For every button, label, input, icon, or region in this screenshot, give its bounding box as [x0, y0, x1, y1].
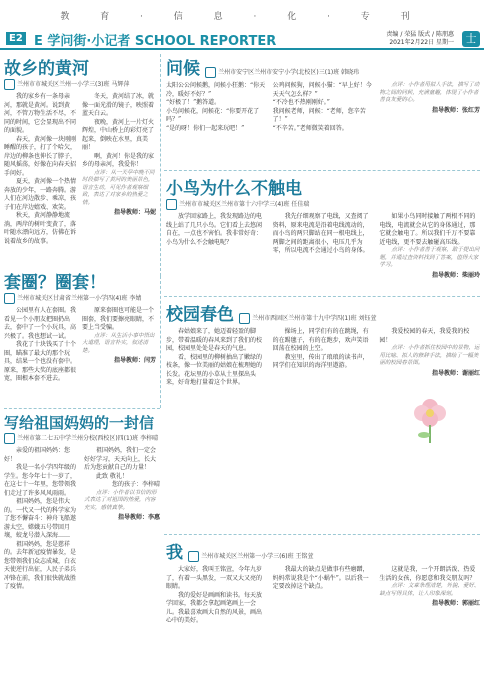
masthead: [0, 30, 484, 50]
article-bird-electricity: [166, 174, 480, 294]
article-column: [273, 328, 374, 445]
paper-logo: 士: [462, 31, 480, 47]
article-body: [4, 307, 156, 384]
paragraph: 冬天，黄河结了冰，就像一面光滑的镜子，映照着蓝天白云。: [82, 93, 155, 117]
article-column: [379, 328, 480, 445]
pencil-icon: [4, 433, 15, 444]
paragraph: 祖国妈妈，您是慈祥的。去年新冠疫情暴发，是您带领我们众志成城，白衣天使逆行出征，人民子弟兵冲锋在前，我们很快就战胜了疫情。: [4, 540, 77, 590]
poem-line: 太阳公公问候鹅，问候小狂鹅：“你天冷，暖好不好？”: [166, 82, 266, 98]
article-byline: [205, 69, 359, 76]
article-column: [166, 328, 267, 445]
teacher-comment: 点评：小作者善于观察，敢于提出问题，并通过查资料找到了答案，值得大家学习。: [379, 247, 480, 268]
poem-line: 公鸡问候狗，问候小猫：“早上好！今天天气怎么样？”: [272, 82, 372, 98]
paragraph: 看，校园里的柳树抽出了嫩绿的枝条，像一位美丽的姑娘在梳理她的长发。花坛里的小草从土里探出头来，好奇地打量着这个世界。: [166, 353, 263, 386]
paragraph: 这就是我，一个开朗活泼、热爱生活的女孩，你愿意和我交朋友吗？: [379, 566, 476, 582]
pencil-icon: [205, 67, 216, 78]
paragraph: 公园里有人在套圈。我看见一个小朋友把圈扔出去，套中了一个小玩具，高兴极了。我也想试一试。: [4, 307, 77, 340]
teacher-comment: 点评：小作者以书信的形式表达了对祖国的热爱，内容充实，感情真挚。: [84, 489, 157, 511]
paragraph: 我先仔细观察了电线，又查阅了资料，原来电流是沿着电线流动的，而小鸟的两只脚站在同一根电线上，两脚之间的距离很小，电压几乎为零，所以电流不会通过小鸟的身体。: [272, 213, 369, 254]
article-byline: [4, 433, 160, 444]
article-column: [273, 566, 374, 626]
pencil-icon: [4, 79, 15, 90]
paragraph: 春天，黄河像一块刚刚睡醒的孩子，打了个哈欠，岸边的柳条也伸长了脖子，随风摇荡，好像在向春天招手问好。: [4, 135, 77, 177]
paragraph: 操场上，同学们有的在跳绳，有的在踢毽子，有的在跑步，欢声笑语回荡在校园的上空。: [272, 328, 369, 352]
paragraph: 原来套圈也可能是一个圈套，我们要擦亮眼睛，不要上当受骗。: [82, 307, 155, 331]
byline-text: 兰州市西固区兰州市第十九中学四(1)班 刘钰萱: [252, 315, 377, 322]
teacher-name: 指导教师：谢丽红: [432, 369, 480, 377]
article-column-left: [4, 447, 80, 592]
section-divider: [164, 296, 480, 297]
article-column: [379, 82, 480, 133]
paragraph: 祖国妈妈，您是伟大的。一代又一代的科学家为了您不懈奋斗：神舟飞船遨游太空，嫦娥五号带回月壤，蛟龙号潜入深海……: [4, 498, 77, 539]
column-divider: [160, 54, 161, 276]
byline-text: 兰州市城关区兰州第一小学三(6)班 王铭萱: [201, 553, 314, 560]
article-column-right: [84, 447, 160, 592]
paragraph: 大家好，我叫王铭萱，今年九岁了，有着一头黑发，一双又大又亮的眼睛。: [166, 566, 263, 590]
editor-line: 责编 / 荣猛 版式 / 陈朋惠: [386, 31, 454, 38]
article-column-right: [82, 307, 156, 384]
article-ring-toss: [4, 268, 156, 406]
paragraph: 啊，黄河！你是我的家乡的母亲河，我爱你！: [82, 152, 155, 168]
article-byline: [4, 293, 156, 304]
paragraph: 我是一名小学四年级的学生。您今年七十一岁了，在这七十一年里，您带领我们走过了许多风风雨雨。: [4, 464, 77, 497]
byline-text: 兰州市市城关区兰州一小学三(3)班 马辉萍: [17, 81, 130, 88]
paragraph: 我花了十块钱买了十个圈，瞄准了最大的那个玩具，结果一个也没有套中。原来，那些大奖的底座都很宽，圈根本套不进去。: [4, 341, 77, 382]
article-column: [166, 566, 267, 626]
paragraph: 春姑娘来了，她迈着轻盈的脚步，带着温暖的春风来到了我们的校园，校园里处处是春天的气息。: [166, 328, 263, 352]
teacher-comment: 点评：文章条理清楚，外貌、爱好、缺点写得具体，让人印象深刻。: [379, 583, 480, 597]
paragraph: 我的爱好是画画和读书。每天放学回家，我都会拿起画笔画上一会儿。我最喜欢画大自然的风景，画出心中的美好。: [166, 591, 263, 624]
pencil-icon: [239, 313, 250, 324]
byline-text: 兰州市安宁区兰州市安宁小学(北校区)三(1)班 韩晓玮: [218, 69, 360, 76]
paragraph: 夏天，黄河像一个热情奔放的少年，一路奔腾。游人们在河边散步、乘凉，孩子们在岸边嬉戏、欢笑。: [4, 178, 77, 211]
article-campus-spring: [166, 300, 480, 532]
teacher-name: 指导教师：闫芳: [113, 357, 156, 364]
top-band: [0, 0, 484, 30]
article-title: 小鸟为什么不触电: [166, 179, 302, 199]
article-body: [166, 566, 480, 626]
paragraph: 教室里，传出了琅琅的读书声，同学们在知识的海洋里遨游。: [272, 353, 369, 369]
paragraph: 夜晚，黄河上一片灯火辉煌，中山桥上的彩灯亮了起来，倒映在水里，真美丽！: [82, 118, 155, 151]
article-column-right: [82, 93, 156, 246]
pencil-icon: [166, 199, 177, 210]
paragraph: 放学回家路上，我发现路边的电线上站了几只小鸟。它们看上去悠闲自在，一点也不害怕。我非常好奇：小鸟为什么不会触电呢？: [166, 213, 263, 246]
article-title: 套圈？圈套！: [4, 273, 106, 293]
article-body: [4, 447, 160, 592]
article-column: [273, 82, 374, 133]
article-title: 校园春色: [166, 305, 234, 325]
poem-line: “不冷也不热刚刚好。”: [272, 99, 330, 106]
header-slogan: 教 育 · 信 息 · 化 · 专 刊: [60, 12, 424, 22]
spring-flower-illustration: [400, 385, 460, 445]
article-byline: [239, 315, 376, 322]
article-letter-motherland: [4, 412, 160, 689]
section-code: E2: [6, 32, 26, 45]
article-column: [166, 82, 267, 133]
poem-line: 我问候老师，问候：“老师，您辛苦了！”: [272, 107, 366, 123]
date-line: 2021年2月22日 星期一: [389, 39, 454, 46]
article-myself: [166, 538, 480, 689]
article-header: [166, 54, 480, 79]
pencil-icon: [188, 551, 199, 562]
poem-line: 小鸟问候花，问候花：“你要开花了吗？”: [166, 107, 260, 123]
article-title: 故乡的黄河: [4, 59, 89, 79]
paragraph: 我的家乡有一条母亲河，那就是黄河。说到黄河，不管万物生活不尽，不同的时间，它会显现出不同的面貌。: [4, 93, 77, 134]
teacher-name: 指导教师：张红芳: [432, 106, 480, 114]
article-byline: [166, 199, 480, 210]
paragraph: 此致 敬礼！: [96, 472, 128, 480]
byline-text: 兰州市城关区甘肃省兰州第一小学四(4)班 李婧: [17, 295, 142, 302]
article-header: [166, 300, 480, 325]
article-header: [166, 538, 480, 563]
article-column-left: [4, 307, 78, 384]
byline-text: 兰州市第二七五中学兰州分校(西校区)四(1)班 李梓晴: [17, 435, 159, 442]
article-body: [166, 82, 480, 133]
article-column: [273, 213, 374, 279]
brand-title: E 学问街·小记者 SCHOOL REPORTER: [34, 34, 277, 49]
article-column-left: [4, 93, 78, 246]
teacher-comment: 点评：从一天早中晚不同时段描写了黄河的美丽景色，语言生动，可见作者观察细致，表达了对家乡的热爱之情。: [82, 169, 155, 206]
poem-line: “是的呀！你们一起来玩吧！”: [166, 124, 245, 132]
article-column: [166, 213, 267, 279]
article-title: 问候: [166, 59, 200, 79]
pencil-icon: [4, 293, 15, 304]
article-column: [379, 566, 480, 626]
teacher-name: 指导教师：李惠: [117, 514, 160, 521]
teacher-name: 指导教师：郭丽红: [432, 600, 480, 607]
poem-line: “不辛苦。”老师微笑着回答。: [272, 124, 348, 132]
article-body: [166, 328, 480, 445]
article-byline: [4, 79, 156, 90]
teacher-name: 指导教师：柴丽玲: [432, 271, 480, 279]
paragraph: 亲爱的祖国妈妈：您好！: [4, 447, 71, 463]
article-greetings: [166, 54, 480, 168]
teacher-comment: 点评：小作者抓住校园中的景物，运用比喻、拟人的修辞手法，描绘了一幅美丽的校园春景图。: [379, 345, 480, 366]
paragraph: 我爱校园的春天，我爱我的校园！: [379, 328, 470, 344]
poem-line: “好极了！”鹅答道。: [166, 99, 221, 106]
byline-text: 兰州市市城关区兰州市第十六中学三(4)班 任佳瑞: [179, 201, 310, 208]
teacher-name: 指导教师：马妮: [113, 209, 156, 216]
article-column: [379, 213, 480, 279]
paragraph: 如果小鸟同时接触了两根不同的电线，电流就会从它的身体通过，那它就会触电了。所以我们千万不要靠近电线，更不要去触碰高压线。: [379, 213, 476, 246]
article-title: 我: [166, 543, 183, 563]
article-body: [4, 93, 156, 246]
column-divider: [160, 276, 161, 408]
issue-info: [386, 31, 454, 47]
article-body: [166, 213, 480, 279]
article-byline: [188, 553, 313, 560]
article-title: 写给祖国妈妈的一封信: [4, 414, 155, 432]
teacher-comment: 点评：小作者用拟人手法，描写了动物之间的问候，充满童趣，体现了小作者善良友爱的心。: [379, 82, 480, 103]
paragraph: 祖国妈妈，我们一定会好好学习，天天向上，长大后为您贡献自己的力量！: [84, 447, 157, 471]
article-yellow-river: [4, 54, 156, 266]
teacher-comment: 点评：从生活小事中悟出大道理，语言朴实，叙述清楚。: [82, 332, 155, 354]
section-divider: [164, 534, 480, 535]
letter-signature: 您的孩子：李梓晴: [111, 481, 160, 488]
section-divider: [4, 408, 160, 409]
paragraph: 秋天，黄河静静地流淌，两岸的树叶变黄了，落叶随水漂向远方，仿佛在诉说着故乡的故事。: [4, 212, 77, 245]
section-divider: [164, 170, 480, 171]
paragraph: 我最大的缺点是做事有些磨蹭，妈妈常说我是个“小蜗牛”。以后我一定要改掉这个缺点。: [272, 566, 369, 590]
